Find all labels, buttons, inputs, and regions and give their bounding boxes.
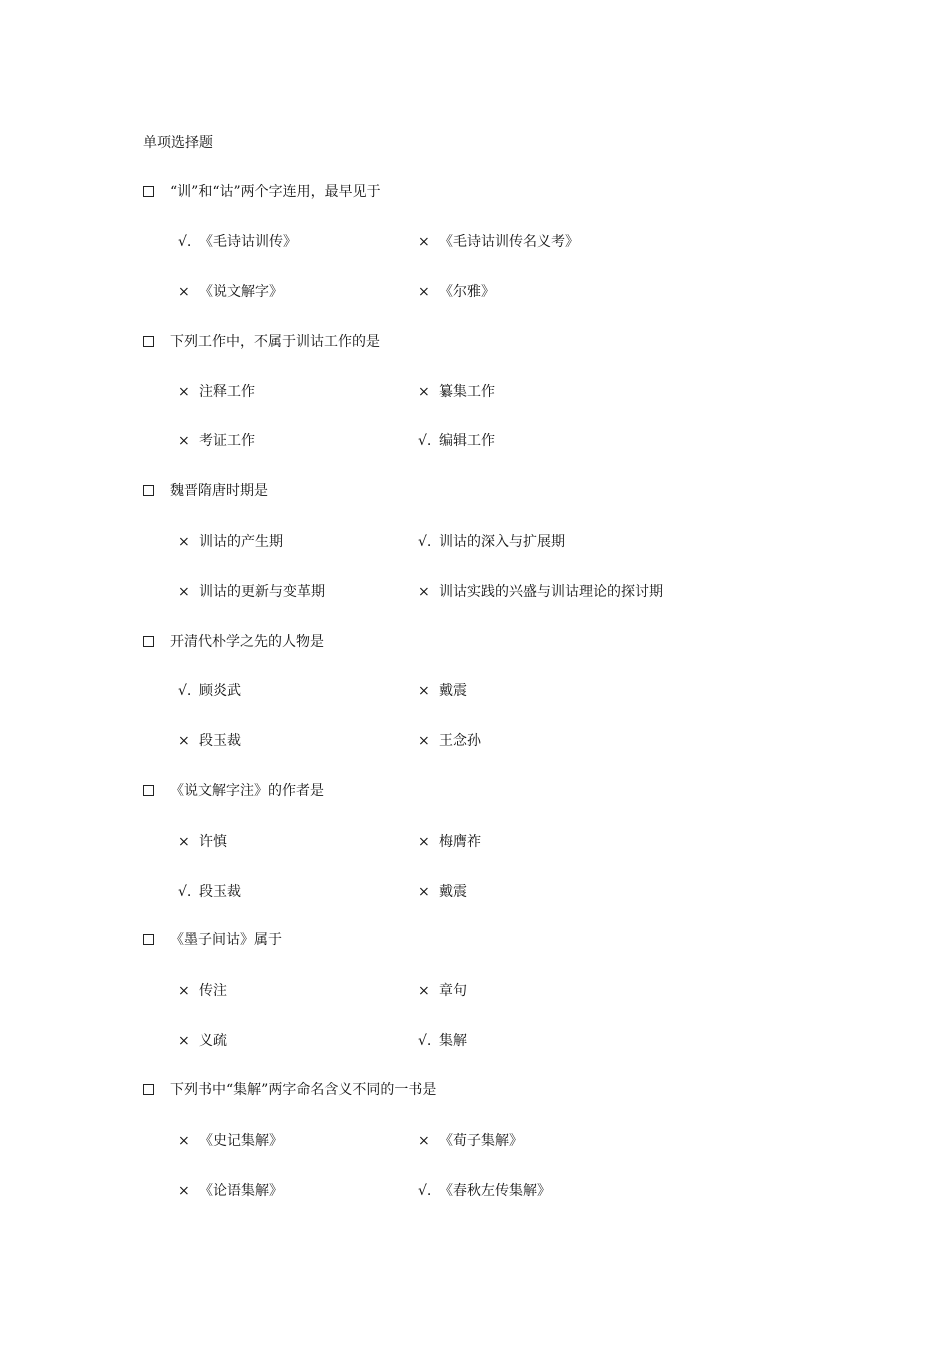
answer-mark: × bbox=[418, 683, 430, 699]
answer-mark: × bbox=[178, 1133, 190, 1149]
question-stem-row bbox=[143, 480, 268, 502]
answer-mark: √. bbox=[418, 534, 432, 550]
option-text: 段玉裁 bbox=[199, 884, 241, 900]
question-stem: 《墨子间诂》属于 bbox=[170, 932, 282, 948]
option-text: 注释工作 bbox=[199, 384, 255, 400]
answer-mark: × bbox=[418, 234, 430, 250]
option-c bbox=[178, 730, 241, 752]
option-text: 《尔雅》 bbox=[439, 284, 495, 300]
question-7 bbox=[143, 1079, 843, 1229]
question-stem-row bbox=[143, 331, 380, 353]
section-title: 单项选择题 bbox=[143, 135, 213, 151]
question-stem-row bbox=[143, 780, 324, 802]
question-1 bbox=[143, 181, 843, 331]
checkbox-icon[interactable] bbox=[143, 485, 154, 496]
answer-mark: × bbox=[418, 1133, 430, 1149]
option-text: 《毛诗诂训传名义考》 bbox=[439, 234, 579, 250]
answer-mark: × bbox=[178, 834, 190, 850]
answer-mark: × bbox=[418, 884, 430, 900]
option-text: 章句 bbox=[439, 983, 467, 999]
question-stem-row bbox=[143, 181, 381, 203]
answer-mark: × bbox=[178, 584, 190, 600]
option-b bbox=[418, 980, 467, 1002]
option-text: 纂集工作 bbox=[439, 384, 495, 400]
option-text: 训诂的更新与变革期 bbox=[199, 584, 325, 600]
option-d bbox=[418, 281, 495, 303]
answer-mark: √. bbox=[418, 433, 432, 449]
option-a bbox=[178, 831, 227, 853]
answer-mark: × bbox=[418, 733, 430, 749]
option-d bbox=[418, 1180, 551, 1202]
option-d bbox=[418, 881, 467, 903]
option-text: 《荀子集解》 bbox=[439, 1133, 523, 1149]
checkbox-icon[interactable] bbox=[143, 1084, 154, 1095]
answer-mark: × bbox=[178, 1033, 190, 1049]
answer-mark: × bbox=[418, 983, 430, 999]
option-text: 戴震 bbox=[439, 884, 467, 900]
question-2 bbox=[143, 331, 843, 481]
option-text: 戴震 bbox=[439, 683, 467, 699]
answer-mark: × bbox=[178, 733, 190, 749]
option-text: 训诂的深入与扩展期 bbox=[439, 534, 565, 550]
option-c bbox=[178, 881, 241, 903]
question-stem: “训”和“诂”两个字连用，最早见于 bbox=[170, 184, 381, 200]
answer-mark: × bbox=[178, 433, 190, 449]
question-stem: 开清代朴学之先的人物是 bbox=[170, 634, 324, 650]
checkbox-icon[interactable] bbox=[143, 636, 154, 647]
option-c bbox=[178, 430, 255, 452]
option-a bbox=[178, 680, 241, 702]
option-text: 《说文解字》 bbox=[199, 284, 283, 300]
answer-mark: × bbox=[178, 284, 190, 300]
question-6 bbox=[143, 929, 843, 1079]
option-text: 训诂实践的兴盛与训诂理论的探讨期 bbox=[439, 584, 663, 600]
option-a bbox=[178, 980, 227, 1002]
option-b bbox=[418, 831, 481, 853]
option-b bbox=[418, 231, 579, 253]
question-stem: 《说文解字注》的作者是 bbox=[170, 783, 324, 799]
answer-mark: √. bbox=[178, 884, 192, 900]
option-text: 义疏 bbox=[199, 1033, 227, 1049]
answer-mark: × bbox=[418, 584, 430, 600]
option-text: 考证工作 bbox=[199, 433, 255, 449]
option-text: 《论语集解》 bbox=[199, 1183, 283, 1199]
option-text: 《史记集解》 bbox=[199, 1133, 283, 1149]
answer-mark: × bbox=[178, 983, 190, 999]
answer-mark: √. bbox=[178, 683, 192, 699]
option-text: 集解 bbox=[439, 1033, 467, 1049]
answer-mark: √. bbox=[418, 1033, 432, 1049]
option-c bbox=[178, 1180, 283, 1202]
option-d bbox=[418, 430, 495, 452]
question-4 bbox=[143, 631, 843, 781]
question-stem-row bbox=[143, 1079, 436, 1101]
question-stem: 下列书中“集解”两字命名含义不同的一书是 bbox=[170, 1082, 437, 1098]
option-c bbox=[178, 281, 283, 303]
option-a bbox=[178, 531, 283, 553]
option-c bbox=[178, 1030, 227, 1052]
option-a bbox=[178, 381, 255, 403]
option-text: 梅膺祚 bbox=[439, 834, 481, 850]
checkbox-icon[interactable] bbox=[143, 186, 154, 197]
answer-mark: × bbox=[418, 834, 430, 850]
option-text: 段玉裁 bbox=[199, 733, 241, 749]
answer-mark: × bbox=[418, 284, 430, 300]
checkbox-icon[interactable] bbox=[143, 934, 154, 945]
option-c bbox=[178, 581, 325, 603]
option-a bbox=[178, 1130, 283, 1152]
question-3 bbox=[143, 480, 843, 630]
option-text: 编辑工作 bbox=[439, 433, 495, 449]
option-b bbox=[418, 531, 565, 553]
question-stem-row bbox=[143, 631, 324, 653]
option-d bbox=[418, 730, 481, 752]
option-text: 顾炎武 bbox=[199, 683, 241, 699]
answer-mark: √. bbox=[418, 1183, 432, 1199]
option-b bbox=[418, 1130, 523, 1152]
question-stem: 魏晋隋唐时期是 bbox=[170, 483, 268, 499]
option-text: 《毛诗诂训传》 bbox=[199, 234, 297, 250]
checkbox-icon[interactable] bbox=[143, 336, 154, 347]
option-d bbox=[418, 1030, 467, 1052]
question-stem-row bbox=[143, 929, 282, 951]
answer-mark: × bbox=[178, 384, 190, 400]
question-stem: 下列工作中，不属于训诂工作的是 bbox=[170, 334, 380, 350]
checkbox-icon[interactable] bbox=[143, 785, 154, 796]
option-text: 传注 bbox=[199, 983, 227, 999]
question-5 bbox=[143, 780, 843, 930]
option-b bbox=[418, 381, 495, 403]
answer-mark: × bbox=[178, 534, 190, 550]
answer-mark: × bbox=[178, 1183, 190, 1199]
option-d bbox=[418, 581, 663, 603]
option-text: 许慎 bbox=[199, 834, 227, 850]
option-a bbox=[178, 231, 297, 253]
answer-mark: × bbox=[418, 384, 430, 400]
option-text: 训诂的产生期 bbox=[199, 534, 283, 550]
option-text: 王念孙 bbox=[439, 733, 481, 749]
answer-mark: √. bbox=[178, 234, 192, 250]
option-b bbox=[418, 680, 467, 702]
option-text: 《春秋左传集解》 bbox=[439, 1183, 551, 1199]
